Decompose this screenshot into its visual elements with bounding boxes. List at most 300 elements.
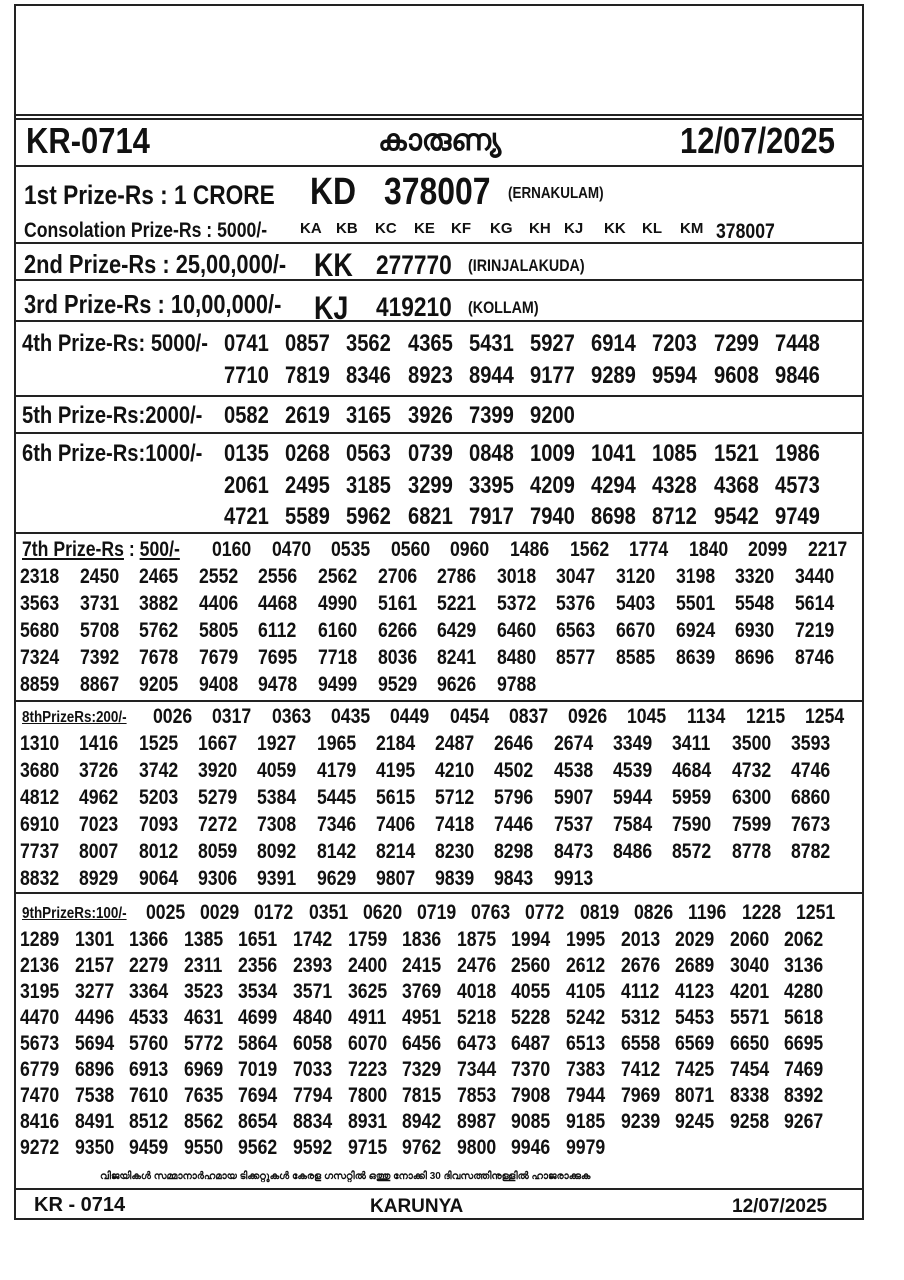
prize9-number: 5571 [729,1006,770,1029]
prize9-number: 0819 [579,901,619,924]
prize7-number: 0560 [390,538,431,561]
prize7-number: 6429 [437,619,477,642]
prize9-number: 0719 [417,901,457,924]
prize5-number: 9200 [530,402,575,429]
footer-draw-code: KR - 0714 [34,1194,126,1216]
prize7-number: 5221 [437,592,477,615]
consolation-series-code: KF [451,220,471,237]
consolation-series-code: KA [300,220,322,237]
consolation-series-code: KB [336,220,358,237]
prize9-number: 3277 [74,980,114,1003]
prize7-number: 8696 [735,646,775,669]
prize7-label-amount: 500/- [139,538,180,561]
prize9-number: 0772 [525,901,565,924]
rule-under-prize8 [16,892,862,894]
prize4-number: 9594 [652,362,698,389]
prize7-number: 2217 [808,538,848,561]
prize2-series: KK [314,247,353,283]
prize8-number: 0837 [508,705,549,728]
prize7-number: 5762 [139,619,179,642]
prize9-number: 8392 [784,1084,824,1107]
prize9-number: 5242 [566,1006,606,1029]
prize7-number: 8746 [794,646,835,669]
prize9-number: 8491 [74,1110,114,1133]
rule-under-prize6 [16,532,862,534]
prize9-number: 2676 [620,954,660,977]
prize8-number: 9306 [197,867,238,890]
prize7-number: 5501 [675,592,715,615]
prize7-number: 6563 [556,619,596,642]
rule-under-prize7 [16,700,862,702]
prize6-label: 6th Prize-Rs:1000/- [22,440,203,467]
prize8-number: 7346 [316,813,356,836]
prize4-number: 9608 [713,362,759,389]
prize9-number: 3571 [293,980,333,1003]
prize3-series: KJ [314,290,349,326]
prize7-number: 3047 [556,565,596,588]
prize8-number: 3920 [197,759,238,782]
prize7-number: 2562 [318,565,358,588]
prize8-number: 4732 [731,759,771,782]
prize4-number: 3562 [346,330,392,357]
prize9-number: 8416 [20,1110,60,1133]
prize3-place: (KOLLAM) [468,298,539,317]
prize8-number: 4746 [790,759,831,782]
prize7-number: 5805 [198,619,239,642]
prize4-number: 9177 [530,362,575,389]
prize5-number: 0582 [224,402,269,429]
prize8-number: 0926 [568,705,608,728]
prize7-number: 2786 [437,565,477,588]
prize9-number: 7470 [20,1084,60,1107]
prize9-number: 9239 [620,1110,660,1133]
prize9-number: 9459 [129,1136,169,1159]
prize4-number: 0857 [285,330,331,357]
prize9-number: 9946 [511,1136,551,1159]
prize2-number: 277770 [376,250,452,280]
prize8-number: 8214 [375,840,416,863]
prize9-number: 7454 [729,1058,770,1081]
prize7-number: 2556 [258,565,298,588]
prize7-number: 8859 [20,673,60,696]
prize4-number: 9289 [591,362,637,389]
prize9-number: 8942 [402,1110,442,1133]
prize9-number: 0620 [362,901,403,924]
prize8-number: 8012 [138,840,178,863]
prize9-number: 9800 [456,1136,497,1159]
prize8-number: 7673 [790,813,831,836]
prize7-number: 5161 [377,592,417,615]
prize9-number: 7019 [238,1058,278,1081]
prize9-number: 5864 [238,1032,278,1055]
prize9-number: 7815 [402,1084,442,1107]
prize9-number: 5218 [456,1006,497,1029]
prize7-number: 5548 [735,592,775,615]
prize5-number: 7399 [468,402,514,429]
prize7-number: 7695 [258,646,298,669]
prize6-number: 9542 [713,503,759,530]
prize8-number: 7446 [494,813,534,836]
prize6-number: 2495 [285,472,331,499]
prize7-number: 4468 [258,592,298,615]
prize9-number: 2393 [293,954,333,977]
prize8-number: 3680 [20,759,60,782]
prize7-number: 7718 [318,646,358,669]
prize7-number: 2099 [748,538,788,561]
prize6-number: 4368 [713,472,759,499]
prize7-number: 6160 [318,619,358,642]
prize8-number: 5944 [613,786,653,809]
prize7-number: 7678 [139,646,179,669]
prize9-number: 1366 [129,928,169,951]
prize9-number: 4533 [129,1006,169,1029]
prize7-number: 2318 [20,565,60,588]
prize8-number: 4502 [494,759,534,782]
prize8-number: 4059 [257,759,297,782]
prize9-number: 6513 [566,1032,606,1055]
prize2-label: 2nd Prize-Rs : 25,00,000/- [24,249,287,279]
prize2-place: (IRINJALAKUDA) [468,256,585,275]
prize9-number: 6070 [347,1032,387,1055]
prize9-number: 7853 [456,1084,497,1107]
prize6-number: 6821 [407,503,453,530]
prize8-number: 8142 [316,840,356,863]
prize9-number: 8931 [347,1110,387,1133]
prize9-number: 7694 [238,1084,278,1107]
prize7-number: 3440 [794,565,835,588]
prize9-number: 0763 [471,901,511,924]
prize8-number: 4195 [375,759,416,782]
consolation-label: Consolation Prize-Rs : 5000/- [24,219,268,242]
prize9-number: 0025 [146,901,186,924]
prize9-number: 1301 [74,928,114,951]
prize9-number: 4201 [729,980,770,1003]
prize9-number: 7412 [620,1058,660,1081]
prize9-number: 4055 [511,980,551,1003]
footer-date: 12/07/2025 [732,1196,828,1217]
prize8-label: 8thPrizeRs:200/- [22,709,127,726]
prize7-number: 6924 [675,619,715,642]
prize9-number: 4951 [402,1006,442,1029]
prize9-number: 3769 [402,980,442,1003]
prize9-number: 1251 [796,901,836,924]
prize7-number: 2706 [377,565,417,588]
rule-under-prize4 [16,395,862,397]
prize5-number: 3165 [346,402,392,429]
prize7-number: 3120 [616,565,656,588]
prize8-number: 8778 [731,840,771,863]
draw-date: 12/07/2025 [680,120,835,161]
prize7-number: 3563 [20,592,60,615]
prize6-number: 1521 [713,440,759,467]
prize9-number: 6969 [183,1058,224,1081]
prize4-number: 7448 [774,330,820,357]
prize9-number: 9715 [347,1136,387,1159]
consolation-series-code: KJ [564,220,584,237]
prize7-number: 7219 [794,619,835,642]
prize7-number: 2465 [139,565,179,588]
prize7-number: 3198 [675,565,715,588]
consolation-series-code: KK [604,220,626,237]
prize8-number: 4210 [435,759,475,782]
prize8-number: 1134 [686,705,725,728]
prize8-number: 9843 [494,867,534,890]
prize9-number: 7800 [347,1084,387,1107]
prize9-number: 7425 [675,1058,715,1081]
prize8-number: 7584 [613,813,653,836]
prize8-number: 7418 [435,813,475,836]
prize1-number: 378007 [384,171,491,213]
prize9-number: 7969 [620,1084,660,1107]
prize8-number: 5796 [494,786,534,809]
prize9-number: 0029 [200,901,240,924]
prize7-number: 6670 [616,619,656,642]
prize9-number: 1875 [456,928,497,951]
prize7-number: 7324 [20,646,60,669]
prize6-number: 0135 [224,440,269,467]
prize7-number: 6460 [496,619,537,642]
prize3-label: 3rd Prize-Rs : 10,00,000/- [24,289,282,319]
prize6-number: 7940 [530,503,575,530]
prize8-number: 8298 [494,840,534,863]
prize6-number: 4573 [774,472,820,499]
prize7-number: 9529 [377,673,417,696]
consolation-number: 378007 [716,220,775,243]
prize7-number: 6266 [377,619,417,642]
prize8-number: 8572 [672,840,712,863]
prize8-number: 6300 [731,786,771,809]
prize9-number: 7635 [183,1084,224,1107]
prize9-number: 4911 [347,1006,386,1029]
footer-lottery-name: KARUNYA [370,1196,464,1217]
prize4-label: 4th Prize-Rs: 5000/- [22,330,208,357]
prize6-number: 0848 [468,440,514,467]
prize7-number: 5614 [794,592,835,615]
prize9-number: 7469 [784,1058,824,1081]
prize9-number: 5760 [129,1032,169,1055]
prize8-number: 3349 [613,732,653,755]
prize8-number: 4538 [553,759,593,782]
prize9-number: 6650 [729,1032,770,1055]
prize9-number: 2612 [566,954,606,977]
prize6-number: 5962 [346,503,392,530]
prize9-number: 4699 [238,1006,278,1029]
prize7-number: 8639 [675,646,715,669]
prize9-number: 8338 [729,1084,770,1107]
prize7-number: 1486 [510,538,550,561]
prize9-number: 7223 [347,1058,387,1081]
prize7-number: 8241 [437,646,477,669]
prize8-number: 8473 [553,840,593,863]
prize6-number: 4209 [530,472,575,499]
prize8-number: 7093 [138,813,178,836]
prize8-number: 2184 [375,732,416,755]
prize9-number: 4496 [74,1006,114,1029]
prize6-number: 4294 [591,472,637,499]
prize8-number: 2674 [553,732,593,755]
prize8-number: 1045 [627,705,667,728]
prize9-number: 1385 [183,928,224,951]
prize9-number: 2157 [74,954,114,977]
prize4-number: 6914 [591,330,637,357]
prize9-number: 6913 [129,1058,169,1081]
prize7-number: 3018 [496,565,537,588]
prize7-number: 2450 [79,565,119,588]
prize9-number: 0351 [308,901,348,924]
prize9-number: 2279 [129,954,169,977]
prize7-number: 5376 [556,592,596,615]
prize9-number: 4470 [20,1006,60,1029]
prize9-number: 2476 [456,954,497,977]
prize8-number: 9807 [375,867,416,890]
prize9-number: 2029 [675,928,715,951]
prize8-number: 1215 [746,705,786,728]
prize6-number: 8712 [652,503,698,530]
rule-top-inner [16,114,862,116]
prize9-number: 4112 [620,980,659,1003]
prize8-number: 5203 [138,786,178,809]
prize7-number: 8867 [79,673,119,696]
prize7-number: 9478 [258,673,298,696]
prize9-number: 2400 [347,954,387,977]
prize8-number: 3742 [138,759,178,782]
prize8-number: 8486 [613,840,653,863]
prize8-number: 5907 [553,786,593,809]
prize6-number: 4328 [652,472,698,499]
prize7-number: 9626 [437,673,477,696]
prize8-number: 5712 [435,786,475,809]
prize9-number: 6779 [20,1058,60,1081]
prize3-number: 419210 [376,292,452,322]
prize7-number: 4990 [318,592,358,615]
prize9-number: 5772 [183,1032,224,1055]
prize8-number: 7537 [553,813,593,836]
prize7-number: 7392 [79,646,119,669]
prize7-number: 3731 [79,592,119,615]
prize9-number: 7794 [293,1084,333,1107]
prize4-number: 7299 [713,330,759,357]
prize9-number: 1196 [688,901,727,924]
prize7-number: 3320 [735,565,775,588]
prize7-number: 0960 [450,538,490,561]
prize7-number: 0470 [271,538,311,561]
prize8-number: 0435 [330,705,371,728]
prize9-number: 7033 [293,1058,333,1081]
prize9-number: 4631 [183,1006,224,1029]
prize9-number: 8834 [293,1110,333,1133]
prize4-number: 9846 [774,362,820,389]
prize8-number: 1927 [257,732,297,755]
prize6-number: 1009 [530,440,575,467]
prize8-number: 6910 [20,813,60,836]
prize9-number: 2136 [20,954,60,977]
prize9-number: 6487 [511,1032,551,1055]
lottery-name-malayalam: കാരുണ്യ [378,124,502,157]
prize9-number: 3195 [20,980,60,1003]
prize5-number: 2619 [285,402,331,429]
prize7-number: 9205 [139,673,179,696]
prize7-number: 2552 [198,565,239,588]
prize9-number: 2311 [183,954,223,977]
prize9-number: 7329 [402,1058,442,1081]
prize9-number: 9350 [74,1136,114,1159]
rule-under-header [16,165,862,167]
prize9-number: 9185 [566,1110,606,1133]
prize9-number: 6569 [675,1032,715,1055]
prize7-number: 5372 [496,592,537,615]
prize4-number: 5431 [468,330,514,357]
prize8-number: 3500 [731,732,771,755]
prize7-number: 5708 [79,619,119,642]
prize4-number: 7710 [224,362,269,389]
prize9-number: 6695 [784,1032,824,1055]
prize8-number: 7737 [20,840,60,863]
prize9-number: 8562 [183,1110,224,1133]
prize8-number: 8230 [435,840,475,863]
prize6-number: 1986 [774,440,820,467]
prize8-number: 9629 [316,867,356,890]
prize6-number: 5589 [285,503,331,530]
prize4-number: 8923 [407,362,453,389]
prize9-number: 8512 [129,1110,169,1133]
prize8-number: 4539 [613,759,653,782]
prize9-number: 7610 [129,1084,169,1107]
prize9-number: 5618 [784,1006,824,1029]
prize8-number: 0317 [212,705,252,728]
prize9-number: 9562 [238,1136,278,1159]
prize9-number: 9592 [293,1136,333,1159]
prize8-number: 3593 [790,732,831,755]
prize9-number: 3364 [129,980,169,1003]
prize6-number: 0563 [346,440,392,467]
consolation-series-code: KH [529,220,551,237]
prize6-number: 0268 [285,440,331,467]
prize7-number: 6930 [735,619,775,642]
prize9-number: 2062 [784,928,824,951]
prize9-number: 1995 [566,928,606,951]
prize8-number: 5615 [375,786,416,809]
prize7-number: 8577 [556,646,596,669]
prize8-number: 9913 [553,867,593,890]
prize7-number: 9408 [198,673,239,696]
prize9-number: 7908 [511,1084,551,1107]
prize6-number: 3299 [407,472,453,499]
prize7-number: 8036 [377,646,417,669]
prize7-number: 6112 [258,619,297,642]
prize6-number: 1041 [591,440,637,467]
prize4-number: 8346 [346,362,392,389]
prize9-number: 4840 [293,1006,333,1029]
prize8-number: 4812 [20,786,60,809]
prize1-place: (ERNAKULAM) [508,185,604,202]
draw-code: KR-0714 [26,120,150,161]
prize8-number: 5959 [672,786,712,809]
prize9-number: 9272 [20,1136,60,1159]
prize7-number: 0535 [331,538,371,561]
prize9-number: 6456 [402,1032,442,1055]
prize9-number: 8987 [456,1110,497,1133]
prize9-number: 7538 [74,1084,114,1107]
prize6-number: 0739 [407,440,453,467]
consolation-series-code: KG [490,220,513,237]
prize9-number: 0826 [633,901,674,924]
prize8-number: 2646 [494,732,534,755]
prize6-number: 2061 [224,472,269,499]
prize8-number: 9064 [138,867,178,890]
prize8-number: 3411 [672,732,711,755]
prize8-number: 1965 [316,732,356,755]
prize6-number: 9749 [774,503,820,530]
